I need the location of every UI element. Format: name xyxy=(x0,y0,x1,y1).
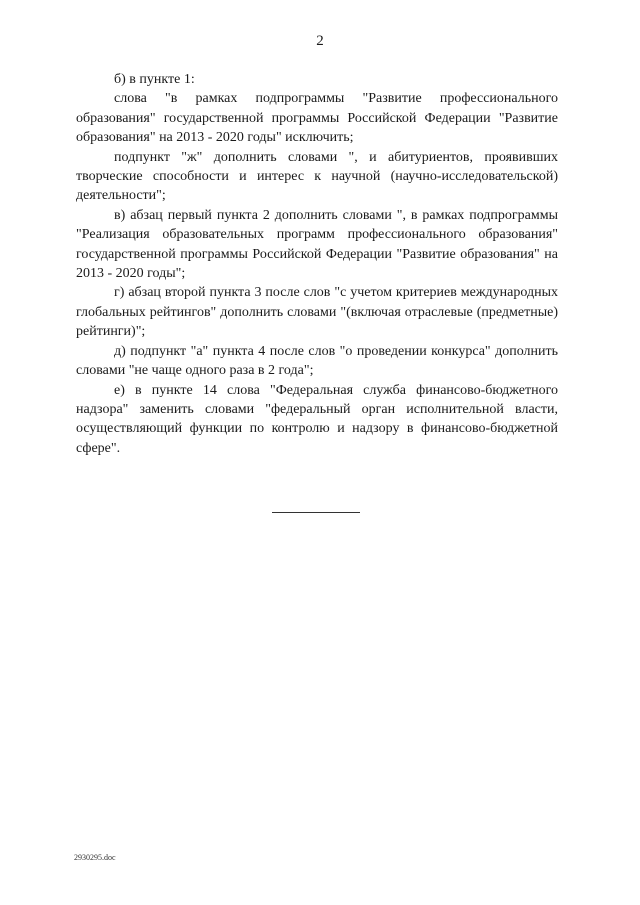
file-code: 2930295.doc xyxy=(74,853,116,862)
paragraph-b: б) в пункте 1: xyxy=(114,72,195,87)
page-number: 2 xyxy=(316,33,324,49)
end-divider-line xyxy=(272,512,360,513)
paragraph-e: е) в пункте 14 слова "Федеральная служба финансово-бюджетного надзора" заменить словами "федеральный орган исполнительной власти, осуществляющий функции по контролю и надзору в финансово-бюджетной сфере". xyxy=(76,382,558,456)
paragraph-g: г) абзац второй пункта 3 после слов "с учетом критериев международных глобальных рейтингов" дополнить словами "(включая отраслевые (предметные) рейтинги)"; xyxy=(76,285,558,340)
paragraph-b-words: слова "в рамках подпрограммы "Развитие профессионального образования" государственной программы Российской Федерации "Развитие образования" на 2013 - 2020 годы" исключить; xyxy=(76,91,558,146)
paragraph-v: в) абзац первый пункта 2 дополнить словами ", в рамках подпрограммы "Реализация образовательных программ профессионального образования" государственной программы Российской Федерации "Развитие образования" на 2013 - 2020 годы"; xyxy=(76,207,558,282)
document-body xyxy=(76,70,558,458)
paragraph-d: д) подпункт "а" пункта 4 после слов "о проведении конкурса" дополнить словами "не чаще одного раза в 2 года"; xyxy=(76,343,558,379)
paragraph-b-subitem-zh: подпункт "ж" дополнить словами ", и абитуриентов, проявивших творческие способности и интерес к научной (научно-исследовательской) деятельности"; xyxy=(76,149,558,204)
